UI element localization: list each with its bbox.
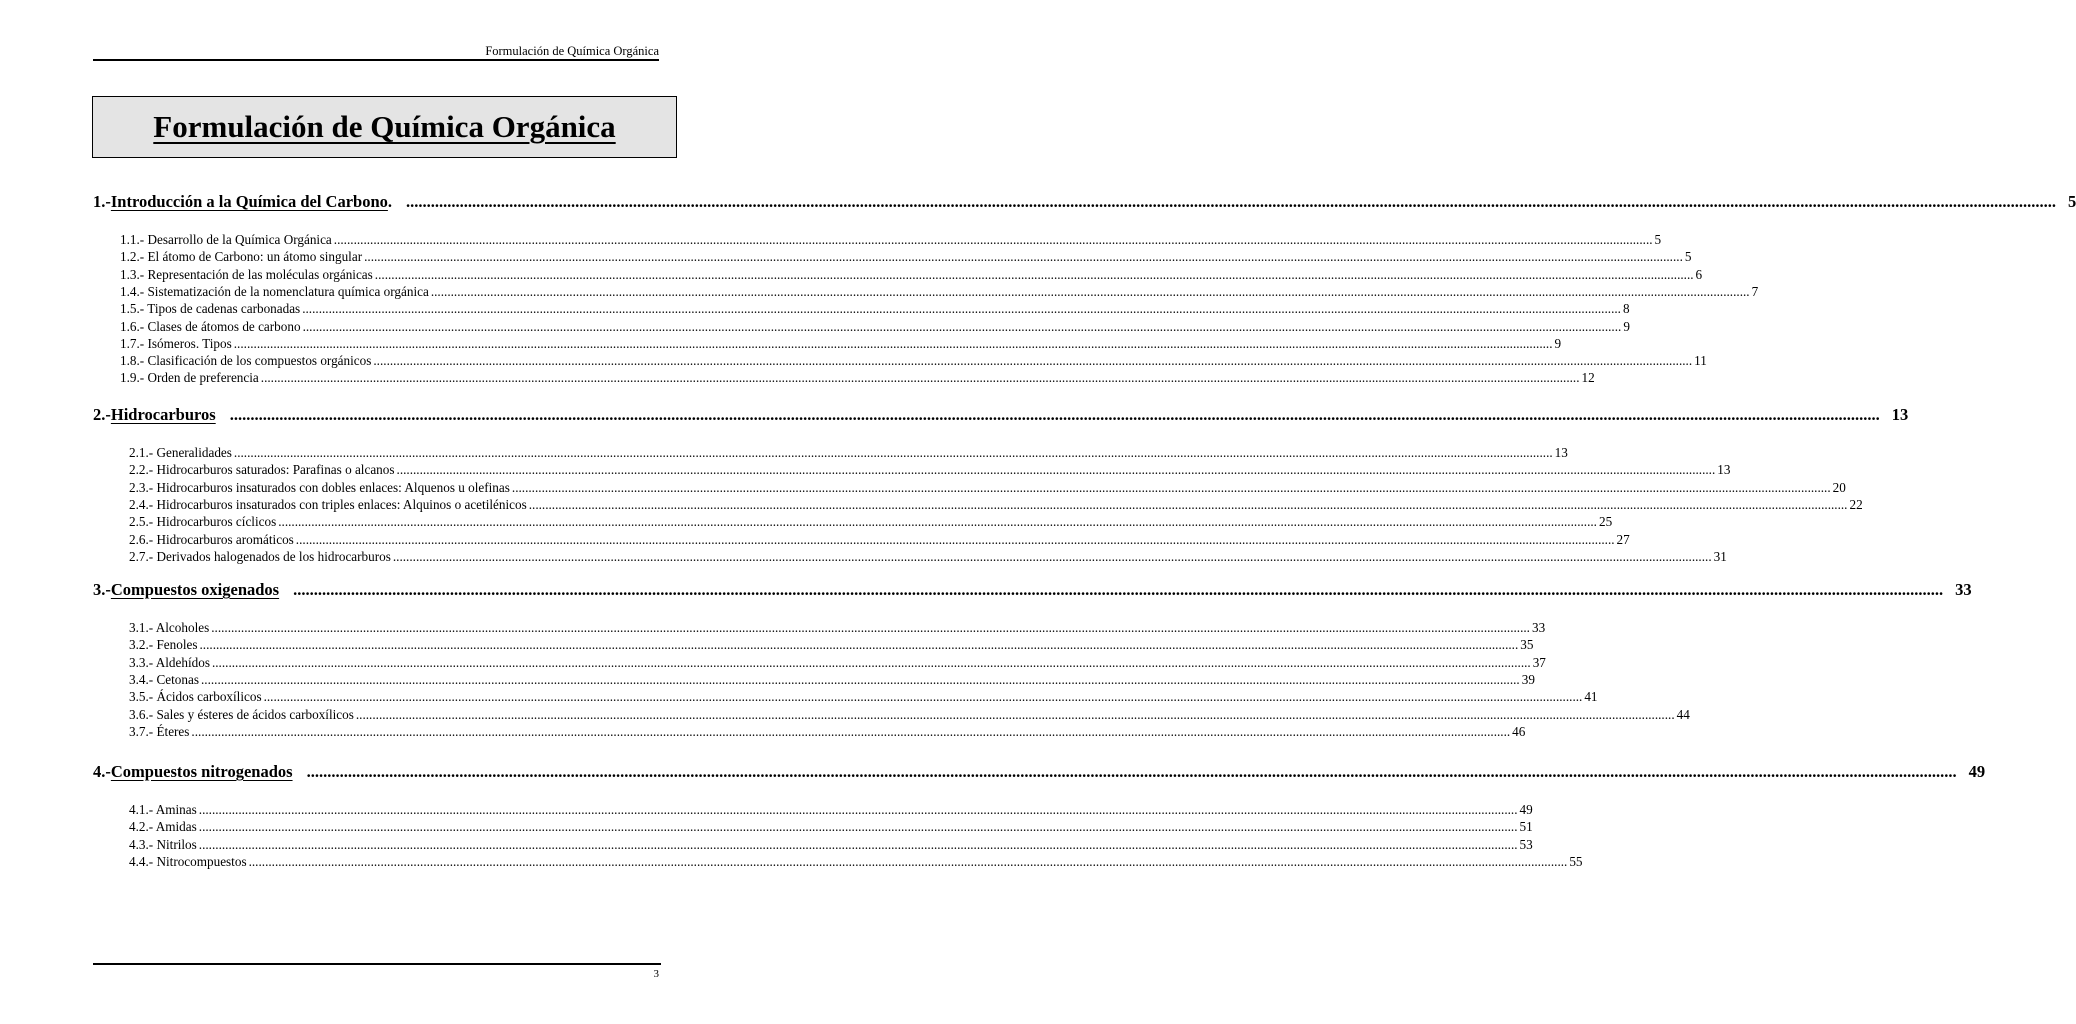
toc-entry-page: 44 — [1676, 706, 1690, 722]
dot-leader: ................................................................................................................................................................................................................................................................................................................................................................................................................ — [233, 335, 1553, 351]
toc-entry — [129, 531, 1630, 548]
toc-entry-label: 3.6.- Sales y ésteres de ácidos carboxílicos — [129, 706, 354, 722]
dot-leader: ................................................................................................................................................................................................................................................................................................................................................................................................................ — [198, 836, 1518, 852]
toc-entry-page: 41 — [1584, 689, 1598, 705]
toc-entry-page: 12 — [1581, 370, 1595, 386]
toc-entry — [129, 637, 1534, 653]
toc-entry-page: 55 — [1569, 853, 1583, 869]
toc-entry-label: 1.9.- Orden de preferencia — [120, 370, 259, 386]
section-heading — [93, 405, 1909, 425]
toc-entry-label: 2.3.- Hidrocarburos insaturados con dobles enlaces: Alquenos u olefinas — [129, 479, 510, 495]
toc-entry-label: 2.5.- Hidrocarburos cíclicos — [129, 514, 277, 530]
dot-leader: ................................................................................................................................................................................................................................................................................................................................................................................................................ — [198, 802, 1518, 817]
toc-entry — [129, 819, 1533, 835]
toc-entry-page: 20 — [1832, 479, 1846, 495]
dot-leader: ................................................................................................................................................................................................................................................................................................................................................................................................................ — [396, 462, 1716, 478]
toc-entry-label: 4.2.- Amidas — [129, 819, 197, 835]
dot-leader: ................................................................................................................................................................................................................................................................................................................................................................................................................ — [233, 445, 1553, 460]
toc-entry-label: 4.1.- Aminas — [129, 802, 197, 817]
dot-leader: ................................................................................................................................................................................................................................................................................................................................................................................................................ — [211, 654, 1531, 670]
dot-leader: ................................................................................................................................................................................................................................................................................................................................................................................................................ — [260, 370, 1580, 386]
dot-leader: ................................................................................................................................................................................................................................................................................................................................................................................................................ — [278, 514, 1597, 530]
toc-entry — [129, 706, 1690, 723]
section-page: 13 — [1891, 405, 1909, 424]
dot-leader: ................................................................................................................................................................................................................................................................................................................................................................................................................ — [333, 232, 1653, 247]
section-page: 49 — [1968, 762, 1986, 781]
toc-entry — [129, 479, 1846, 496]
dot-leader: ................................................................................................................................................................................................................................................................................................................................................................................................................ — [198, 819, 1518, 835]
toc-entry — [120, 266, 1703, 283]
toc-entry — [129, 620, 1546, 636]
section-page: 33 — [1955, 580, 1972, 599]
toc-entry — [120, 318, 1630, 335]
toc-entry-page: 13 — [1554, 445, 1568, 460]
section-number: 4.- — [93, 762, 111, 781]
dot-leader: ................................................................................................................................................................................................................................................................................................................................................................................................................ — [374, 266, 1694, 282]
dot-leader: ................................................................................................................................................................................................................................................................................................................................................................................................................ — [199, 637, 1519, 653]
toc-entry — [129, 548, 1727, 565]
toc-entry-page: 13 — [1717, 462, 1731, 478]
toc-entry — [129, 853, 1583, 870]
dot-leader: ................................................................................................................................................................................................................................................................................................................................................................................................................ — [293, 580, 1944, 599]
toc-entry — [129, 654, 1546, 671]
dot-leader: ................................................................................................................................................................................................................................................................................................................................................................................................................ — [248, 853, 1568, 869]
toc-entry — [129, 836, 1533, 853]
toc-entry-page: 9 — [1554, 335, 1562, 351]
toc-entry — [120, 301, 1630, 317]
dot-leader: ................................................................................................................................................................................................................................................................................................................................................................................................................ — [306, 762, 1957, 781]
toc-entry — [129, 671, 1535, 688]
toc-entry-page: 11 — [1694, 353, 1707, 369]
toc-entry-label: 1.6.- Clases de átomos de carbono — [120, 318, 301, 334]
page-number: 3 — [653, 968, 659, 980]
toc-entry-label: 2.4.- Hidrocarburos insaturados con triples enlaces: Alquinos o acetilénicos — [129, 496, 527, 512]
dot-leader: ................................................................................................................................................................................................................................................................................................................................................................................................................ — [191, 723, 1511, 739]
toc-entry — [120, 353, 1707, 369]
section-number: 1.- — [93, 192, 111, 211]
toc-entry — [120, 283, 1759, 300]
toc-entry-page: 6 — [1695, 266, 1703, 282]
toc-entry-label: 1.5.- Tipos de cadenas carbonadas — [120, 301, 301, 317]
toc-entry-label: 4.3.- Nitrilos — [129, 836, 197, 852]
toc-entry-label: 3.4.- Cetonas — [129, 671, 199, 687]
section-title: Hidrocarburos — [110, 405, 216, 424]
dot-leader: ................................................................................................................................................................................................................................................................................................................................................................................................................ — [430, 283, 1750, 299]
dot-leader: ................................................................................................................................................................................................................................................................................................................................................................................................................ — [263, 689, 1583, 705]
toc-entry-page: 35 — [1520, 637, 1534, 653]
dot-leader: ................................................................................................................................................................................................................................................................................................................................................................................................................ — [406, 192, 2057, 211]
toc-entry-page: 37 — [1532, 654, 1546, 670]
toc-entry-page: 39 — [1521, 671, 1535, 687]
toc-entry-page: 9 — [1623, 318, 1630, 334]
section-number: 3.- — [93, 580, 111, 599]
footer-rule — [93, 963, 661, 965]
toc-entry-label: 4.4.- Nitrocompuestos — [129, 853, 247, 869]
dot-leader: ................................................................................................................................................................................................................................................................................................................................................................................................................ — [200, 671, 1520, 687]
section-title: Introducción a la Química del Carbono — [110, 192, 388, 211]
toc-entry — [129, 462, 1731, 478]
section-title: Compuestos oxigenados — [110, 580, 280, 599]
section-page: 5 — [2068, 192, 2076, 211]
toc-entry-label: 2.1.- Generalidades — [129, 445, 232, 460]
dot-leader: ................................................................................................................................................................................................................................................................................................................................................................................................................ — [295, 531, 1615, 547]
dot-leader: ................................................................................................................................................................................................................................................................................................................................................................................................................ — [373, 353, 1693, 369]
toc-entry-page: 49 — [1519, 802, 1533, 817]
toc-entry-page: 5 — [1684, 249, 1692, 265]
toc-entry — [129, 689, 1598, 705]
toc-entry-label: 3.3.- Aldehídos — [129, 654, 210, 670]
toc-entry — [120, 335, 1562, 352]
section-heading — [93, 762, 1986, 782]
toc-entry-page: 25 — [1598, 514, 1613, 530]
toc-entry-label: 1.3.- Representación de las moléculas orgánicas — [120, 266, 373, 282]
dot-leader: ................................................................................................................................................................................................................................................................................................................................................................................................................ — [364, 249, 1683, 265]
toc-entry-label: 1.8.- Clasificación de los compuestos orgánicos — [120, 353, 372, 369]
toc-entry-page: 22 — [1849, 496, 1863, 512]
dot-leader: ................................................................................................................................................................................................................................................................................................................................................................................................................ — [211, 620, 1530, 635]
section-number: 2.- — [93, 405, 111, 424]
document-title: Formulación de Química Orgánica — [153, 109, 616, 144]
toc-entry-label: 2.6.- Hidrocarburos aromáticos — [129, 531, 294, 547]
running-header: Formulación de Química Orgánica — [485, 44, 659, 58]
dot-leader: ................................................................................................................................................................................................................................................................................................................................................................................................................ — [302, 301, 1621, 317]
dot-leader: ................................................................................................................................................................................................................................................................................................................................................................................................................ — [528, 496, 1848, 512]
toc-entry-label: 1.4.- Sistematización de la nomenclatura química orgánica — [120, 283, 429, 299]
toc-entry — [129, 445, 1568, 461]
toc-entry-label: 3.7.- Éteres — [129, 723, 190, 739]
toc-entry — [129, 802, 1533, 818]
toc-entry-label: 2.2.- Hidrocarburos saturados: Parafinas o alcanos — [129, 462, 395, 478]
toc-entry-label: 3.2.- Fenoles — [129, 637, 198, 653]
toc-entry — [120, 232, 1662, 248]
section-title-suffix: . — [387, 192, 393, 211]
toc-entry — [120, 249, 1692, 265]
toc-entry-page: 46 — [1512, 723, 1526, 739]
dot-leader: ................................................................................................................................................................................................................................................................................................................................................................................................................ — [355, 706, 1675, 722]
toc-entry-label: 1.7.- Isómeros. Tipos — [120, 335, 232, 351]
section-heading — [93, 580, 1972, 600]
toc-entry-page: 7 — [1751, 283, 1759, 299]
section-title: Compuestos nitrogenados — [110, 762, 293, 781]
toc-entry-page: 53 — [1519, 836, 1533, 852]
toc-entry-page: 33 — [1531, 620, 1546, 635]
toc-entry-page: 5 — [1654, 232, 1662, 247]
toc-entry — [129, 723, 1526, 740]
toc-entry-label: 1.2.- El átomo de Carbono: un átomo singular — [120, 249, 363, 265]
toc-entry — [120, 370, 1595, 386]
toc-entry-label: 2.7.- Derivados halogenados de los hidrocarburos — [129, 548, 391, 564]
toc-entry-page: 8 — [1622, 301, 1630, 317]
dot-leader: ................................................................................................................................................................................................................................................................................................................................................................................................................ — [511, 479, 1831, 495]
toc-entry-page: 31 — [1713, 548, 1727, 564]
toc-entry-page: 27 — [1616, 531, 1630, 547]
dot-leader: ................................................................................................................................................................................................................................................................................................................................................................................................................ — [392, 548, 1712, 564]
dot-leader: ................................................................................................................................................................................................................................................................................................................................................................................................................ — [229, 405, 1880, 424]
toc-entry-label: 1.1.- Desarrollo de la Química Orgánica — [120, 232, 332, 247]
dot-leader: ................................................................................................................................................................................................................................................................................................................................................................................................................ — [302, 318, 1622, 334]
toc-entry-label: 3.5.- Ácidos carboxílicos — [129, 689, 262, 705]
toc-entry — [129, 514, 1613, 530]
toc-entry — [129, 496, 1863, 513]
toc-entry-page: 51 — [1519, 819, 1533, 835]
section-heading — [93, 192, 2076, 212]
toc-entry-label: 3.1.- Alcoholes — [129, 620, 210, 635]
